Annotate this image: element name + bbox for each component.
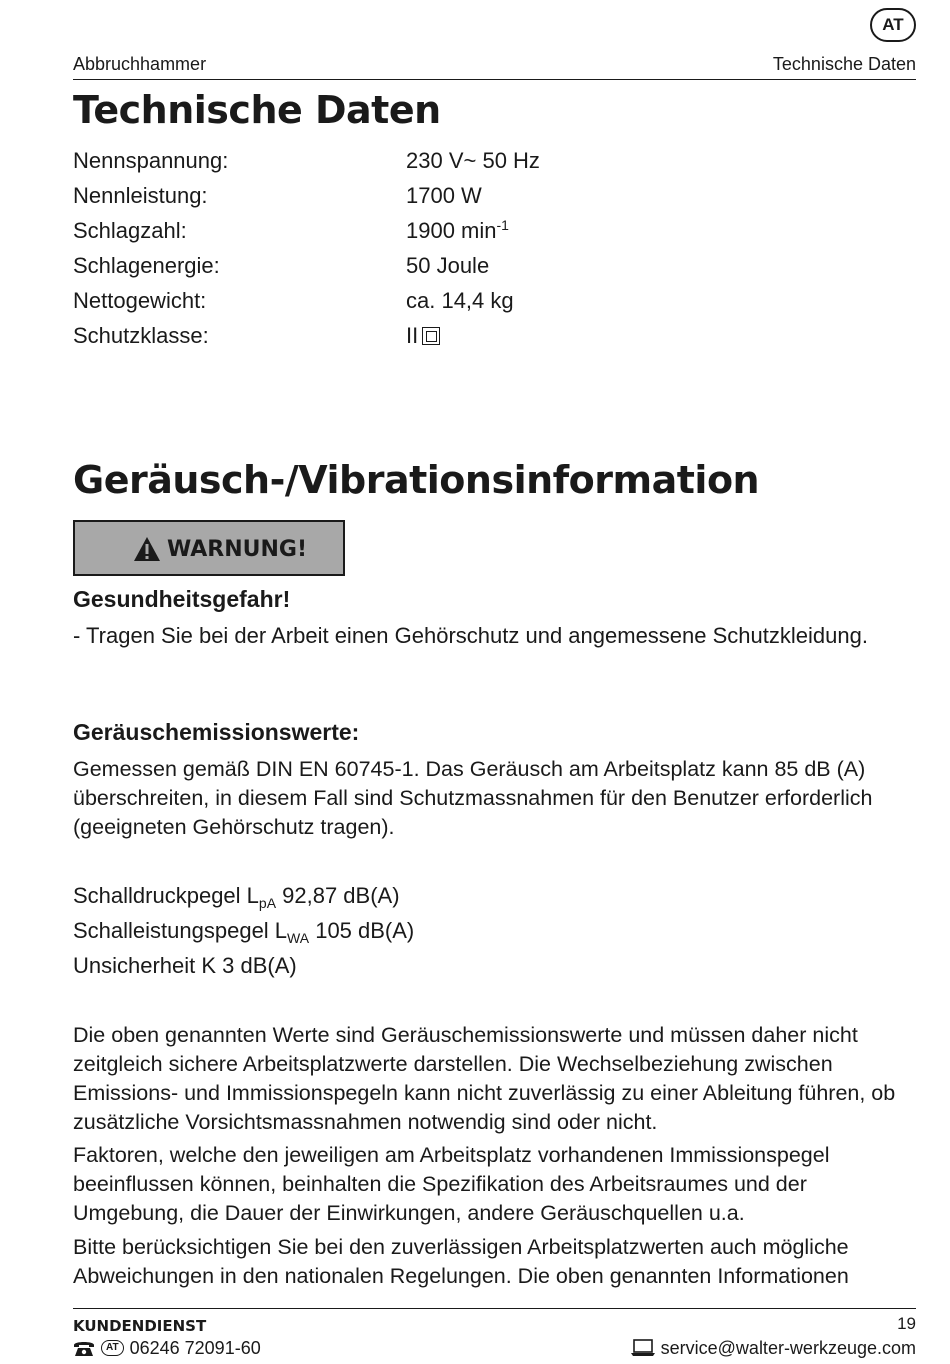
- header-product-name: Abbruchhammer: [73, 54, 207, 74]
- spec-row: [73, 213, 673, 248]
- lwa-prefix: Schalleistungspegel L: [73, 918, 288, 943]
- laptop-icon: [631, 1339, 655, 1357]
- spec-value: II: [406, 323, 419, 348]
- spec-value: 50 Joule: [406, 253, 490, 278]
- spec-row: [73, 178, 673, 213]
- spec-value-superscript: -1: [496, 217, 509, 233]
- service-label: KUNDENDIENST: [73, 1317, 207, 1335]
- section-title-technical-data: Technische Daten: [73, 88, 441, 132]
- spec-label: Schlagenergie:: [73, 253, 220, 278]
- hazard-title: Gesundheitsgefahr!: [73, 586, 291, 612]
- spec-row: [73, 283, 673, 318]
- warning-label: WARNUNG!: [167, 537, 308, 562]
- protection-class-icon: [422, 327, 440, 345]
- spec-value-wrap: [406, 213, 509, 248]
- footer-email: [631, 1337, 916, 1359]
- spec-value: 230 V~ 50 Hz: [406, 148, 540, 173]
- spec-label: Nettogewicht:: [73, 288, 207, 313]
- spec-row: [73, 143, 673, 178]
- country-badge-small: AT: [101, 1340, 124, 1356]
- lpa-value: 92,87 dB(A): [276, 883, 400, 908]
- warning-box: [73, 520, 345, 576]
- sound-power-level: [73, 913, 414, 948]
- uncertainty: Unsicherheit K 3 dB(A): [73, 953, 297, 978]
- spec-value: 1900 min: [406, 218, 497, 243]
- spec-row: [73, 318, 673, 353]
- warning-triangle-icon: [133, 536, 161, 562]
- spec-value: ca. 14,4 kg: [406, 288, 514, 313]
- lpa-subscript: pA: [258, 895, 277, 911]
- sound-pressure-level: [73, 878, 400, 913]
- country-badge: AT: [870, 8, 916, 42]
- spec-label: Schlagzahl:: [73, 218, 187, 243]
- spec-row: [73, 248, 673, 283]
- paragraph: Die oben genannten Werte sind Geräuschemissionswerte und müssen daher nicht zeitgleich sichere Arbeitsplatzwerte darstellen. Die Wechselbeziehung zwischen Emissions- und Immissionspegeln kann nicht zuverlässig zu einer Ableitung führen, ob zusätzliche Vorsichtsmassnahmen notwendig sind oder nicht.: [73, 1023, 896, 1134]
- lpa-prefix: Schalldruckpegel L: [73, 883, 259, 908]
- email-address[interactable]: service@walter-werkzeuge.com: [660, 1338, 916, 1358]
- lwa-subscript: WA: [287, 930, 310, 946]
- header-section-name: Technische Daten: [772, 54, 916, 74]
- paragraph: Faktoren, welche den jeweiligen am Arbeitsplatz vorhandenen Immissionspegel beeinflussen können, beinhalten die Spezifikation des Arbeitsraumes und der Umgebung, die Dauer der Einwirkungen, andere Geräuschquellen u.a.: [73, 1143, 830, 1225]
- hazard-text: - Tragen Sie bei der Arbeit einen Gehörschutz und angemessene Schutzkleidung.: [73, 623, 868, 648]
- noise-heading: Geräuschemissionswerte:: [73, 719, 360, 745]
- section-title-noise-vibration: Geräusch-/Vibrationsinformation: [73, 458, 760, 502]
- phone-icon: [73, 1339, 95, 1357]
- footer-phone: [73, 1337, 261, 1359]
- lwa-value: 105 dB(A): [309, 918, 415, 943]
- spec-value: 1700 W: [406, 183, 482, 208]
- paragraph: Bitte berücksichtigen Sie bei den zuverlässigen Arbeitsplatzwerten auch mögliche Abweichungen in den nationalen Regelungen. Die oben genannten Informationen: [73, 1235, 849, 1288]
- noise-description: Gemessen gemäß DIN EN 60745-1. Das Geräusch am Arbeitsplatz kann 85 dB (A) überschreiten, in diesem Fall sind Schutzmassnahmen für den Benutzer erforderlich (geeigneten Gehörschutz tragen).: [73, 757, 873, 839]
- footer-rule: [73, 1308, 916, 1309]
- spec-value-wrap: [406, 318, 440, 353]
- header-rule: [73, 79, 916, 80]
- page-number: 19: [897, 1314, 916, 1333]
- spec-label: Nennleistung:: [73, 183, 208, 208]
- phone-number[interactable]: 06246 72091-60: [129, 1338, 261, 1358]
- spec-label: Schutzklasse:: [73, 323, 209, 348]
- spec-label: Nennspannung:: [73, 148, 229, 173]
